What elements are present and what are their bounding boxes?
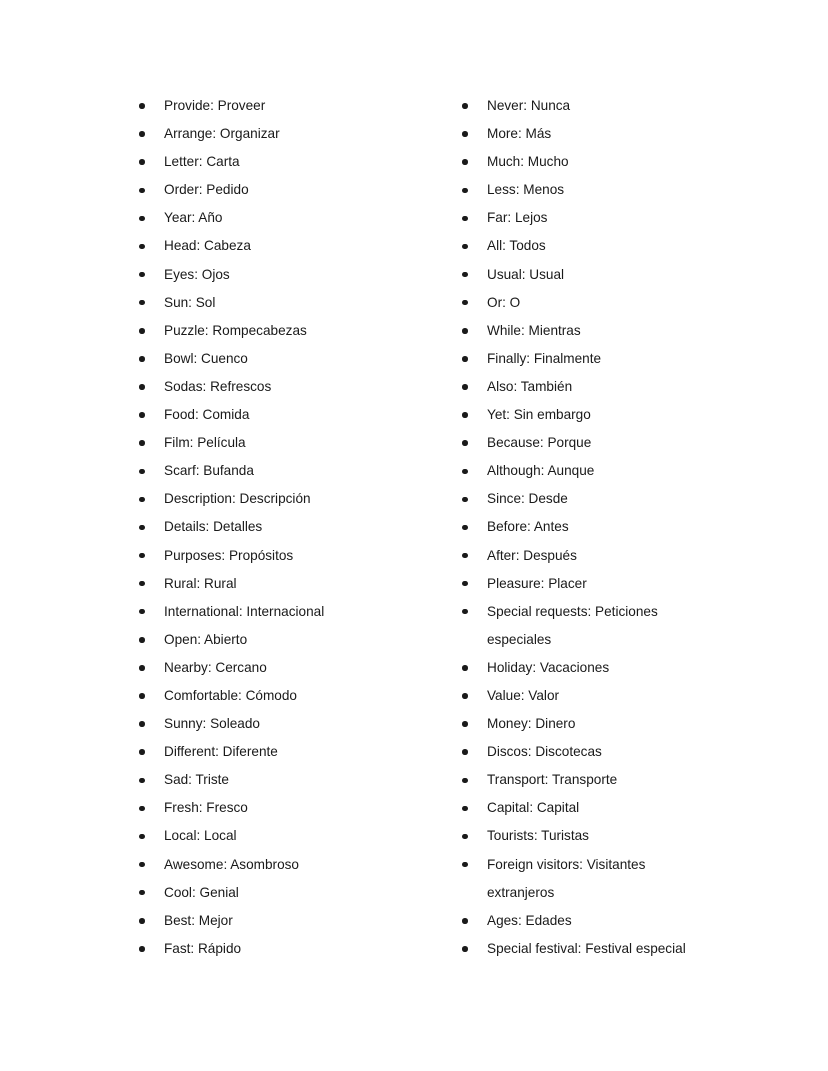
bullet-icon: [139, 693, 145, 699]
vocabulary-item: [460, 373, 700, 401]
vocabulary-item: [137, 822, 437, 850]
bullet-icon: [139, 188, 145, 194]
bullet-icon: [462, 328, 468, 334]
vocabulary-item-text: All: Todos: [487, 238, 546, 254]
vocabulary-item-text: Discos: Discotecas: [487, 744, 602, 760]
vocabulary-item-text: Fresh: Fresco: [164, 800, 248, 816]
vocabulary-item-text: Foreign visitors: Visitantes extranjeros: [487, 856, 646, 900]
vocabulary-item: [460, 317, 700, 345]
vocabulary-item-text: Arrange: Organizar: [164, 126, 280, 142]
vocabulary-item-text: Holiday: Vacaciones: [487, 659, 610, 675]
vocabulary-list-right: [460, 92, 700, 963]
vocabulary-item-text: More: Más: [487, 126, 552, 142]
vocabulary-item: [137, 766, 437, 794]
vocabulary-item-text: Order: Pedido: [164, 182, 249, 198]
bullet-icon: [462, 946, 468, 952]
bullet-icon: [139, 946, 145, 952]
vocabulary-item-text: Sad: Triste: [164, 772, 229, 788]
vocabulary-item-text: Also: También: [487, 378, 573, 394]
vocabulary-item: [137, 542, 437, 570]
vocabulary-item: [460, 710, 700, 738]
bullet-icon: [462, 384, 468, 390]
vocabulary-list-left: [137, 92, 437, 963]
bullet-icon: [139, 581, 145, 587]
vocabulary-item: [137, 710, 437, 738]
vocabulary-item: [460, 92, 700, 120]
vocabulary-item-text: Ages: Edades: [487, 912, 572, 928]
vocabulary-item: [460, 794, 700, 822]
bullet-icon: [139, 469, 145, 475]
vocabulary-item: [137, 851, 437, 879]
vocabulary-item: [460, 935, 700, 963]
vocabulary-item-text: Best: Mejor: [164, 912, 233, 928]
vocabulary-item: [460, 485, 700, 513]
vocabulary-item-text: Film: Película: [164, 435, 246, 451]
vocabulary-item-text: After: Después: [487, 547, 577, 563]
vocabulary-item: [460, 204, 700, 232]
vocabulary-item: [460, 513, 700, 541]
vocabulary-item: [137, 570, 437, 598]
vocabulary-item: [137, 907, 437, 935]
vocabulary-item-text: Different: Diferente: [164, 744, 278, 760]
vocabulary-item: [137, 176, 437, 204]
vocabulary-item-text: Transport: Transporte: [487, 772, 618, 788]
vocabulary-item-text: Sun: Sol: [164, 294, 216, 310]
bullet-icon: [139, 778, 145, 784]
bullet-icon: [139, 216, 145, 222]
vocabulary-item-text: Fast: Rápido: [164, 940, 242, 956]
vocabulary-item: [460, 232, 700, 260]
vocabulary-item: [460, 289, 700, 317]
vocabulary-item-text: Purposes: Propósitos: [164, 547, 294, 563]
vocabulary-item: [460, 542, 700, 570]
vocabulary-item-text: Comfortable: Cómodo: [164, 687, 297, 703]
vocabulary-item-text: Because: Porque: [487, 435, 592, 451]
bullet-icon: [139, 356, 145, 362]
vocabulary-item-text: Yet: Sin embargo: [487, 407, 591, 423]
vocabulary-item: [137, 682, 437, 710]
vocabulary-item: [137, 345, 437, 373]
bullet-icon: [139, 862, 145, 868]
vocabulary-item-text: International: Internacional: [164, 603, 325, 619]
vocabulary-item: [460, 766, 700, 794]
vocabulary-item-text: Since: Desde: [487, 491, 568, 507]
bullet-icon: [462, 778, 468, 784]
bullet-icon: [462, 356, 468, 362]
vocabulary-item: [137, 317, 437, 345]
vocabulary-item: [460, 120, 700, 148]
vocabulary-item: [137, 204, 437, 232]
vocabulary-item: [137, 794, 437, 822]
bullet-icon: [139, 159, 145, 165]
vocabulary-item-text: Or: O: [487, 294, 521, 310]
vocabulary-item-text: Less: Menos: [487, 182, 565, 198]
vocabulary-item-text: Much: Mucho: [487, 154, 569, 170]
vocabulary-item: [460, 598, 700, 654]
bullet-icon: [462, 834, 468, 840]
vocabulary-item-text: Open: Abierto: [164, 631, 248, 647]
bullet-icon: [462, 721, 468, 727]
vocabulary-item: [137, 429, 437, 457]
bullet-icon: [139, 890, 145, 896]
bullet-icon: [139, 131, 145, 137]
bullet-icon: [462, 497, 468, 503]
bullet-icon: [462, 131, 468, 137]
vocabulary-item: [460, 401, 700, 429]
vocabulary-item-text: Details: Detalles: [164, 519, 263, 535]
bullet-icon: [139, 272, 145, 278]
vocabulary-item: [460, 345, 700, 373]
vocabulary-item-text: While: Mientras: [487, 322, 581, 338]
vocabulary-item-text: Pleasure: Placer: [487, 575, 587, 591]
vocabulary-item: [460, 851, 700, 907]
vocabulary-item-text: Money: Dinero: [487, 716, 576, 732]
vocabulary-item: [460, 176, 700, 204]
bullet-icon: [462, 440, 468, 446]
bullet-icon: [139, 609, 145, 615]
vocabulary-item: [137, 120, 437, 148]
bullet-icon: [139, 749, 145, 755]
bullet-icon: [139, 244, 145, 250]
vocabulary-item-text: Tourists: Turistas: [487, 828, 589, 844]
bullet-icon: [462, 862, 468, 868]
bullet-icon: [139, 328, 145, 334]
vocabulary-item: [460, 654, 700, 682]
vocabulary-item-text: Scarf: Bufanda: [164, 463, 254, 479]
vocabulary-item: [460, 261, 700, 289]
vocabulary-item: [137, 373, 437, 401]
bullet-icon: [139, 834, 145, 840]
vocabulary-item: [137, 485, 437, 513]
vocabulary-item: [137, 148, 437, 176]
bullet-icon: [462, 693, 468, 699]
vocabulary-item: [460, 429, 700, 457]
vocabulary-item-text: Provide: Proveer: [164, 98, 266, 113]
vocabulary-item: [137, 232, 437, 260]
vocabulary-item: [460, 148, 700, 176]
vocabulary-item: [137, 401, 437, 429]
vocabulary-item-text: Letter: Carta: [164, 154, 240, 170]
vocabulary-item-text: Rural: Rural: [164, 575, 237, 591]
vocabulary-item: [137, 738, 437, 766]
vocabulary-item-text: Value: Valor: [487, 687, 560, 703]
vocabulary-item-text: Usual: Usual: [487, 266, 565, 282]
vocabulary-item-text: Special requests: Peticiones especiales: [487, 603, 658, 647]
bullet-icon: [139, 637, 145, 643]
vocabulary-item-text: Head: Cabeza: [164, 238, 251, 254]
bullet-icon: [462, 188, 468, 194]
vocabulary-item: [137, 935, 437, 963]
bullet-icon: [139, 553, 145, 559]
vocabulary-item-text: Year: Año: [164, 210, 223, 226]
vocabulary-item: [137, 513, 437, 541]
vocabulary-item: [137, 289, 437, 317]
bullet-icon: [139, 918, 145, 924]
bullet-icon: [139, 665, 145, 671]
vocabulary-item: [137, 879, 437, 907]
bullet-icon: [462, 412, 468, 418]
vocabulary-item: [460, 822, 700, 850]
vocabulary-item-text: Eyes: Ojos: [164, 266, 230, 282]
vocabulary-item: [460, 907, 700, 935]
vocabulary-item: [137, 626, 437, 654]
bullet-icon: [462, 665, 468, 671]
vocabulary-item-text: Bowl: Cuenco: [164, 350, 248, 366]
bullet-icon: [462, 244, 468, 250]
vocabulary-item-text: Nearby: Cercano: [164, 659, 267, 675]
vocabulary-item-text: Food: Comida: [164, 407, 250, 423]
vocabulary-item: [137, 261, 437, 289]
bullet-icon: [139, 806, 145, 812]
vocabulary-item-text: Special festival: Festival especial: [487, 940, 686, 956]
vocabulary-item-text: Never: Nunca: [487, 98, 571, 113]
bullet-icon: [139, 440, 145, 446]
vocabulary-item: [137, 598, 437, 626]
bullet-icon: [462, 103, 468, 109]
vocabulary-item: [460, 570, 700, 598]
vocabulary-item-text: Before: Antes: [487, 519, 569, 535]
vocabulary-item: [460, 682, 700, 710]
vocabulary-item-text: Cool: Genial: [164, 884, 239, 900]
vocabulary-item-text: Sodas: Refrescos: [164, 378, 272, 394]
bullet-icon: [462, 609, 468, 615]
vocabulary-item-text: Local: Local: [164, 828, 237, 844]
vocabulary-item-text: Awesome: Asombroso: [164, 856, 299, 872]
bullet-icon: [139, 103, 145, 109]
vocabulary-item-text: Description: Descripción: [164, 491, 311, 507]
bullet-icon: [462, 581, 468, 587]
vocabulary-item-text: Capital: Capital: [487, 800, 580, 816]
bullet-icon: [462, 469, 468, 475]
vocabulary-item: [137, 457, 437, 485]
vocabulary-item-text: Far: Lejos: [487, 210, 548, 226]
bullet-icon: [462, 300, 468, 306]
bullet-icon: [462, 272, 468, 278]
vocabulary-item-text: Puzzle: Rompecabezas: [164, 322, 307, 338]
bullet-icon: [462, 159, 468, 165]
vocabulary-item-text: Although: Aunque: [487, 463, 595, 479]
bullet-icon: [139, 384, 145, 390]
bullet-icon: [139, 300, 145, 306]
vocabulary-item: [460, 457, 700, 485]
bullet-icon: [462, 749, 468, 755]
bullet-icon: [139, 721, 145, 727]
bullet-icon: [462, 216, 468, 222]
vocabulary-item: [137, 654, 437, 682]
vocabulary-item: [137, 92, 437, 120]
bullet-icon: [462, 918, 468, 924]
bullet-icon: [462, 525, 468, 531]
vocabulary-item: [460, 738, 700, 766]
bullet-icon: [462, 553, 468, 559]
bullet-icon: [139, 412, 145, 418]
bullet-icon: [462, 806, 468, 812]
vocabulary-item-text: Sunny: Soleado: [164, 716, 260, 732]
bullet-icon: [139, 525, 145, 531]
vocabulary-item-text: Finally: Finalmente: [487, 350, 602, 366]
bullet-icon: [139, 497, 145, 503]
